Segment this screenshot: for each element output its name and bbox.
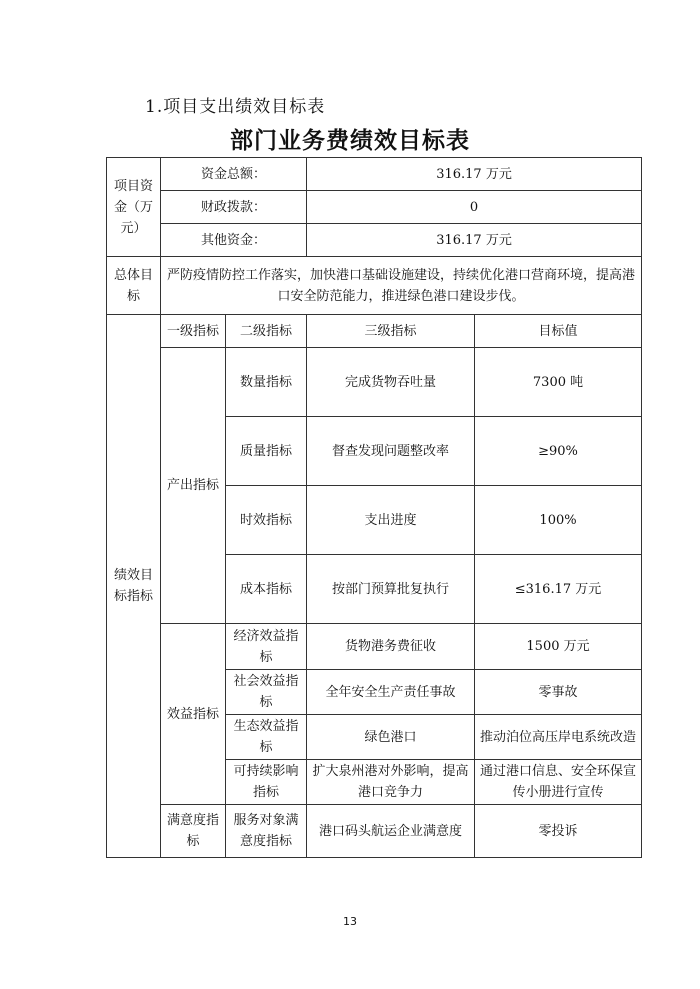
level2-cell: 成本指标 xyxy=(226,555,307,624)
target-cell: 7300 吨 xyxy=(475,348,642,417)
header-level3: 三级指标 xyxy=(307,315,475,348)
funds-fiscal-row xyxy=(107,191,642,224)
target-cell: ≥90% xyxy=(475,417,642,486)
level2-cell: 数量指标 xyxy=(226,348,307,417)
level2-cell: 社会效益指标 xyxy=(226,670,307,715)
section-heading: 1.项目支出绩效目标表 xyxy=(145,97,326,117)
funds-total-row xyxy=(107,158,642,191)
target-cell: 1500 万元 xyxy=(475,624,642,670)
indicator-header-row xyxy=(107,315,642,348)
funds-fiscal-value: 0 xyxy=(307,191,642,224)
target-cell: 零投诉 xyxy=(475,805,642,858)
level3-cell: 货物港务费征收 xyxy=(307,624,475,670)
level3-cell: 支出进度 xyxy=(307,486,475,555)
target-cell: 零事故 xyxy=(475,670,642,715)
level3-cell: 绿色港口 xyxy=(307,715,475,760)
overall-goal-row xyxy=(107,257,642,315)
level3-cell: 完成货物吞吐量 xyxy=(307,348,475,417)
benefit-indicator-label: 效益指标 xyxy=(161,624,226,805)
funds-label: 项目资金（万元） xyxy=(107,158,161,257)
level2-cell: 时效指标 xyxy=(226,486,307,555)
target-cell: 推动泊位高压岸电系统改造 xyxy=(475,715,642,760)
table-row xyxy=(107,348,642,417)
level2-cell: 生态效益指标 xyxy=(226,715,307,760)
level3-cell: 督查发现问题整改率 xyxy=(307,417,475,486)
funds-total-label: 资金总额： xyxy=(161,158,307,191)
satisfaction-indicator-label: 满意度指标 xyxy=(161,805,226,858)
page-number: 13 xyxy=(343,915,357,928)
funds-other-label: 其他资金： xyxy=(161,224,307,257)
table-row xyxy=(107,624,642,670)
target-cell: ≤316.17 万元 xyxy=(475,555,642,624)
target-cell: 通过港口信息、安全环保宣传小册进行宣传 xyxy=(475,760,642,805)
funds-total-value: 316.17 万元 xyxy=(307,158,642,191)
header-level1: 一级指标 xyxy=(161,315,226,348)
level3-cell: 按部门预算批复执行 xyxy=(307,555,475,624)
header-target: 目标值 xyxy=(475,315,642,348)
overall-goal-label: 总体目标 xyxy=(107,257,161,315)
level2-cell: 服务对象满意度指标 xyxy=(226,805,307,858)
level3-cell: 港口码头航运企业满意度 xyxy=(307,805,475,858)
level2-cell: 可持续影响指标 xyxy=(226,760,307,805)
target-cell: 100% xyxy=(475,486,642,555)
indicators-label: 绩效目标指标 xyxy=(107,315,161,858)
funds-fiscal-label: 财政拨款： xyxy=(161,191,307,224)
output-indicator-label: 产出指标 xyxy=(161,348,226,624)
funds-other-value: 316.17 万元 xyxy=(307,224,642,257)
funds-other-row xyxy=(107,224,642,257)
level2-cell: 经济效益指标 xyxy=(226,624,307,670)
level3-cell: 扩大泉州港对外影响，提高港口竞争力 xyxy=(307,760,475,805)
header-level2: 二级指标 xyxy=(226,315,307,348)
table-row xyxy=(107,805,642,858)
document-title: 部门业务费绩效目标表 xyxy=(230,127,470,154)
performance-target-table xyxy=(106,157,642,858)
overall-goal-text: 严防疫情防控工作落实，加快港口基础设施建设，持续优化港口营商环境，提高港口安全防范能力，推进绿色港口建设步伐。 xyxy=(161,257,642,315)
level2-cell: 质量指标 xyxy=(226,417,307,486)
level3-cell: 全年安全生产责任事故 xyxy=(307,670,475,715)
